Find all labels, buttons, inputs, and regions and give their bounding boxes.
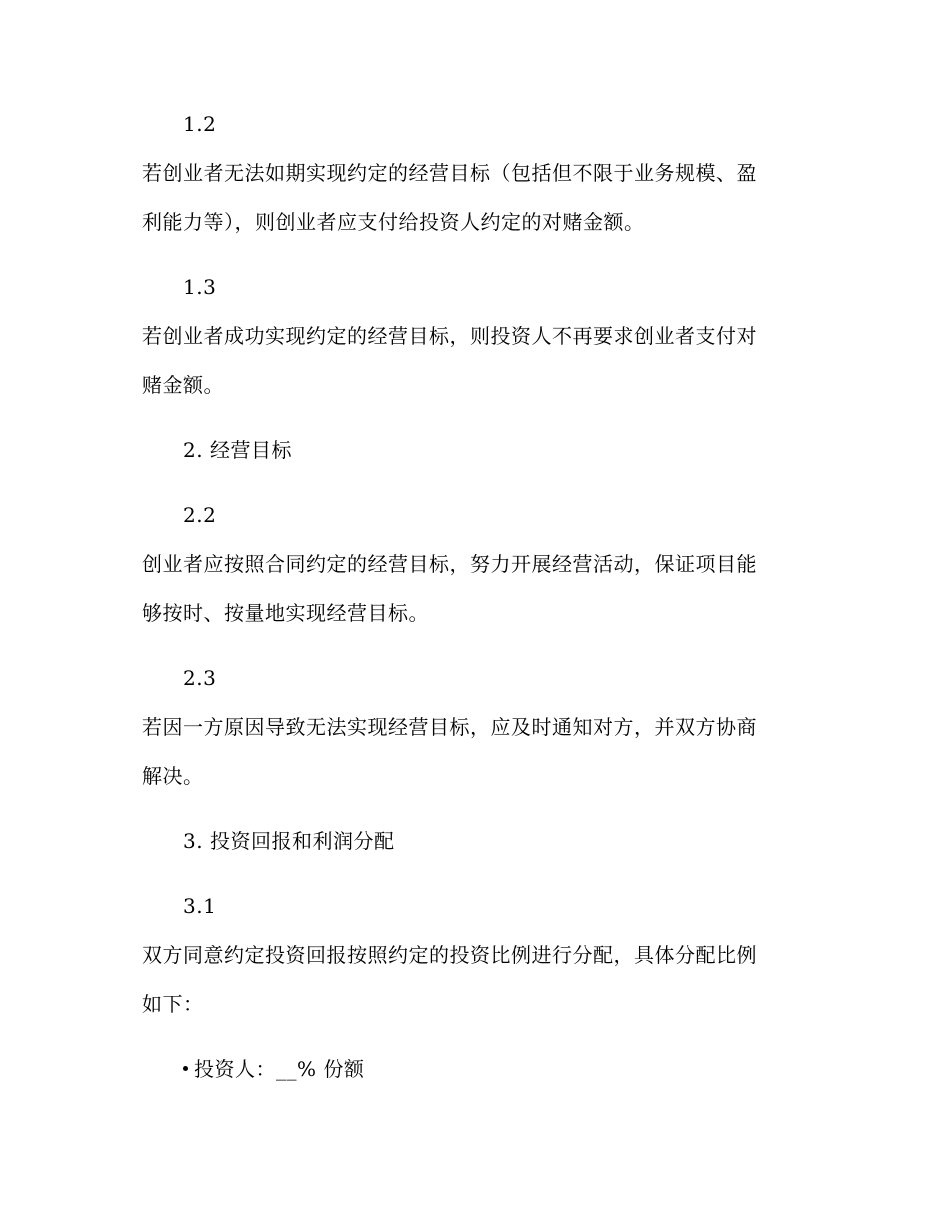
clause-number: 1.3: [183, 275, 217, 299]
paragraph-line: 解决。: [142, 764, 204, 788]
section-heading: 2. 经营目标: [183, 438, 292, 462]
clause-number: 1.2: [183, 112, 217, 136]
list-item-text: 投资人：__% 份额: [194, 1057, 365, 1081]
list-item: [183, 1056, 364, 1082]
clause-number: 3.1: [183, 894, 217, 918]
bullet-icon: [183, 1066, 188, 1071]
paragraph-line: 创业者应按照合同约定的经营目标，努力开展经营活动，保证项目能: [142, 552, 757, 576]
paragraph-line: 双方同意约定投资回报按照约定的投资比例进行分配，具体分配比例: [142, 943, 757, 967]
clause-number: 2.2: [183, 503, 217, 527]
clause-number: 2.3: [183, 666, 217, 690]
paragraph-line: 如下：: [142, 992, 204, 1016]
paragraph-line: 若因一方原因导致无法实现经营目标，应及时通知对方，并双方协商: [142, 715, 757, 739]
paragraph-line: 若创业者无法如期实现约定的经营目标（包括但不限于业务规模、盈: [142, 161, 757, 185]
paragraph-line: 若创业者成功实现约定的经营目标，则投资人不再要求创业者支付对: [142, 324, 757, 348]
paragraph-line: 够按时、按量地实现经营目标。: [142, 601, 429, 625]
section-heading: 3. 投资回报和利润分配: [183, 829, 395, 853]
paragraph-line: 赌金额。: [142, 373, 224, 397]
paragraph-line: 利能力等），则创业者应支付给投资人约定的对赌金额。: [142, 210, 645, 234]
